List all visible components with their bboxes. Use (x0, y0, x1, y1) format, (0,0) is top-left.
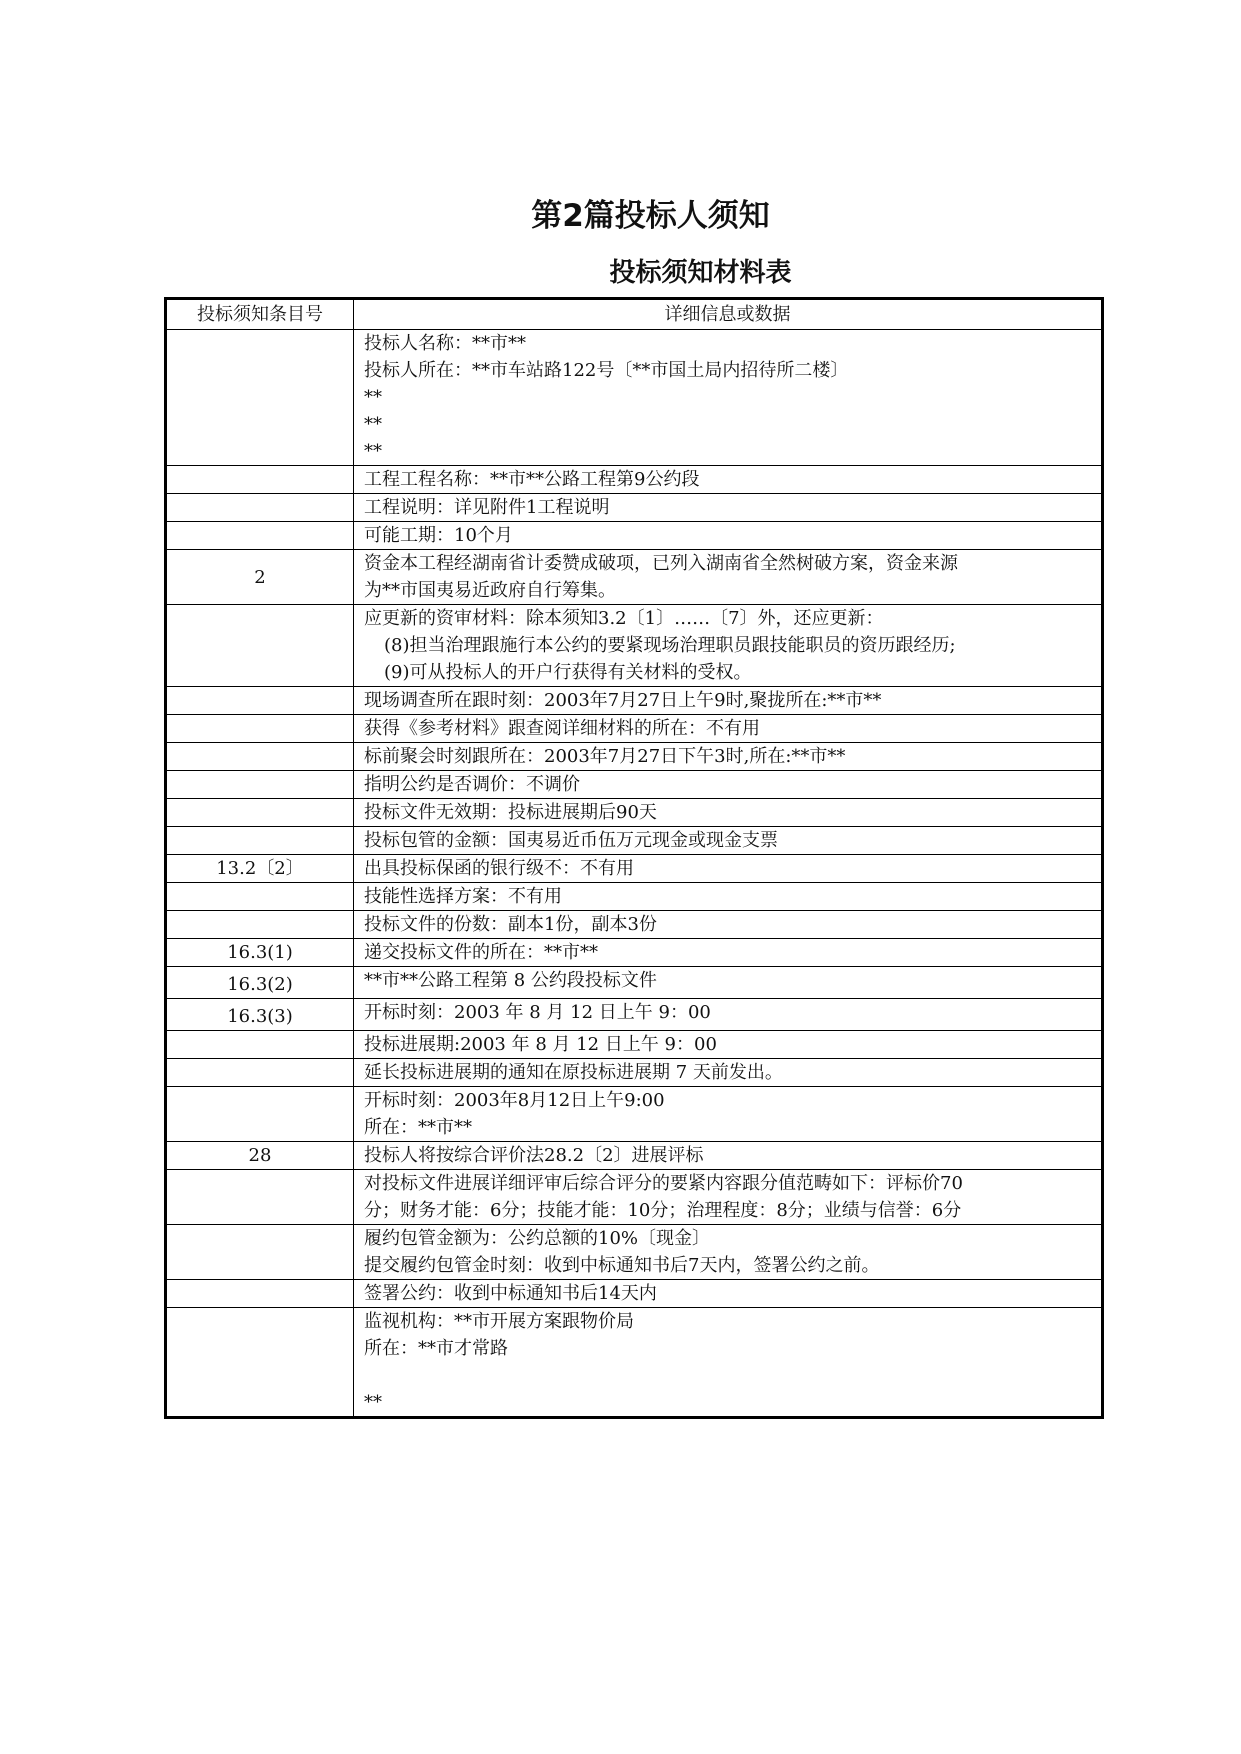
clause-number-cell: 13.2〔2〕 (166, 855, 354, 883)
details-cell (354, 743, 1103, 771)
header-details: 详细信息或数据 (354, 299, 1103, 330)
details-cell (354, 494, 1103, 522)
table-row (166, 1142, 1103, 1170)
table-row (166, 715, 1103, 743)
clause-number-cell (166, 522, 354, 550)
detail-line: 延长投标进展期的通知在原投标进展期 7 天前发出。 (364, 1062, 783, 1083)
detail-line: (9)可从投标人的开户行获得有关材料的受权。 (384, 662, 752, 683)
table-row (166, 1087, 1103, 1142)
detail-line: 资金本工程经湖南省计委赞成破项，已列入湖南省全然树破方案，资金来源 (364, 553, 958, 574)
table-row (166, 1031, 1103, 1059)
table-row (166, 1059, 1103, 1087)
table-row (166, 466, 1103, 494)
details-cell (354, 1225, 1103, 1280)
table-row (166, 883, 1103, 911)
clause-number-cell (166, 466, 354, 494)
detail-line: 技能性选择方案：不有用 (364, 886, 562, 907)
table-row (166, 550, 1103, 605)
clause-number-cell (166, 1225, 354, 1280)
table-row (166, 743, 1103, 771)
detail-line: 获得《参考材料》跟查阅详细材料的所在：不有用 (364, 718, 760, 739)
details-cell (354, 855, 1103, 883)
details-cell (354, 466, 1103, 494)
details-cell (354, 1170, 1103, 1225)
detail-line (364, 1362, 1091, 1389)
clause-number-cell (166, 494, 354, 522)
clause-number-cell: 2 (166, 550, 354, 605)
details-cell (354, 883, 1103, 911)
clause-number-cell (166, 827, 354, 855)
detail-line: 工程说明：详见附件1工程说明 (364, 497, 610, 518)
materials-table (164, 297, 1104, 1419)
table-row (166, 967, 1103, 999)
details-cell (354, 715, 1103, 743)
detail-line: 履约包管金额为：公约总额的10%〔现金〕 (364, 1228, 711, 1249)
table-header-row (166, 299, 1103, 330)
table-row (166, 1225, 1103, 1280)
detail-line: 所在：**市才常路 (364, 1338, 508, 1359)
table-row (166, 522, 1103, 550)
detail-line: 递交投标文件的所在：**市** (364, 942, 598, 963)
clause-number-cell (166, 1087, 354, 1142)
clause-number-cell (166, 1059, 354, 1087)
page-title: 第2篇投标人须知 (531, 198, 770, 234)
table-row (166, 855, 1103, 883)
details-cell (354, 911, 1103, 939)
table-row (166, 939, 1103, 967)
detail-line: 可能工期：10个月 (364, 525, 513, 546)
clause-number-cell (166, 743, 354, 771)
clause-number-cell (166, 771, 354, 799)
detail-line: 标前聚会时刻跟所在：2003年7月27日下午3时,所在:**市** (364, 746, 846, 767)
detail-line: 现场调查所在跟时刻：2003年7月27日上午9时,聚拢所在:**市** (364, 690, 882, 711)
detail-line: 投标包管的金额：国夷易近币伍万元现金或现金支票 (364, 830, 778, 851)
details-cell (354, 550, 1103, 605)
table-row (166, 799, 1103, 827)
detail-line: 投标文件的份数：副本1份，副本3份 (364, 914, 657, 935)
table-row (166, 1308, 1103, 1418)
detail-line: (8)担当治理跟施行本公约的要紧现场治理职员跟技能职员的资历跟经历; (384, 635, 956, 656)
detail-line: ** (364, 387, 382, 408)
table-row (166, 1280, 1103, 1308)
details-cell (354, 1059, 1103, 1087)
detail-line: 分；财务才能：6分；技能才能：10分；治理程度：8分；业绩与信誉：6分 (364, 1200, 962, 1221)
details-cell (354, 999, 1103, 1031)
table-row (166, 1170, 1103, 1225)
details-cell (354, 605, 1103, 687)
table-row (166, 687, 1103, 715)
clause-number-cell (166, 605, 354, 687)
clause-number-cell: 16.3(2) (166, 967, 354, 999)
details-cell (354, 522, 1103, 550)
detail-line: 监视机构：**市开展方案跟物价局 (364, 1311, 634, 1332)
clause-number-cell (166, 330, 354, 466)
details-cell (354, 687, 1103, 715)
details-cell (354, 1031, 1103, 1059)
detail-line: 投标人将按综合评价法28.2〔2〕进展评标 (364, 1145, 704, 1166)
detail-line: 开标时刻：2003年8月12日上午9:00 (364, 1090, 665, 1111)
details-cell (354, 799, 1103, 827)
table-row (166, 827, 1103, 855)
details-cell (354, 967, 1103, 999)
detail-line: 应更新的资审材料：除本须知3.2〔1〕……〔7〕外，还应更新： (364, 608, 884, 629)
detail-line: 开标时刻：2003 年 8 月 12 日上午 9：00 (364, 1002, 711, 1023)
detail-line: 工程工程名称：**市**公路工程第9公约段 (364, 469, 700, 490)
details-cell (354, 330, 1103, 466)
details-cell (354, 1142, 1103, 1170)
detail-line: 投标进展期:2003 年 8 月 12 日上午 9：00 (364, 1034, 717, 1055)
detail-line: 投标人所在：**市车站路122号〔**市国土局内招待所二楼〕 (364, 360, 849, 381)
table-row (166, 494, 1103, 522)
table-row (166, 605, 1103, 687)
clause-number-cell (166, 1308, 354, 1418)
clause-number-cell (166, 1280, 354, 1308)
detail-line: 为**市国夷易近政府自行筹集。 (364, 580, 616, 601)
clause-number-cell: 28 (166, 1142, 354, 1170)
table-row (166, 911, 1103, 939)
details-cell (354, 1308, 1103, 1418)
detail-line: 出具投标保函的银行级不：不有用 (364, 858, 634, 879)
details-cell (354, 1280, 1103, 1308)
table-row (166, 771, 1103, 799)
detail-line: 所在：**市** (364, 1117, 472, 1138)
detail-line: 指明公约是否调价：不调价 (364, 774, 580, 795)
details-cell (354, 827, 1103, 855)
detail-line: 投标文件无效期：投标进展期后90天 (364, 802, 657, 823)
header-clause-number: 投标须知条目号 (166, 299, 354, 330)
details-cell (354, 939, 1103, 967)
table-row (166, 999, 1103, 1031)
clause-number-cell (166, 883, 354, 911)
details-cell (354, 1087, 1103, 1142)
detail-line: 签署公约：收到中标通知书后14天内 (364, 1283, 657, 1304)
clause-number-cell: 16.3(3) (166, 999, 354, 1031)
table-title: 投标须知材料表 (609, 258, 792, 288)
detail-line: 对投标文件进展详细评审后综合评分的要紧内容跟分值范畴如下：评标价70 (364, 1173, 963, 1194)
clause-number-cell (166, 687, 354, 715)
clause-number-cell (166, 1170, 354, 1225)
detail-line: ** (364, 414, 382, 435)
detail-line: ** (364, 1392, 382, 1413)
detail-line: ** (364, 441, 382, 462)
clause-number-cell (166, 799, 354, 827)
detail-line: **市**公路工程第 8 公约段投标文件 (364, 970, 657, 991)
detail-line: 投标人名称：**市** (364, 333, 526, 354)
detail-line: 提交履约包管金时刻：收到中标通知书后7天内，签署公约之前。 (364, 1255, 880, 1276)
table-row (166, 330, 1103, 466)
clause-number-cell (166, 715, 354, 743)
clause-number-cell (166, 911, 354, 939)
clause-number-cell: 16.3(1) (166, 939, 354, 967)
clause-number-cell (166, 1031, 354, 1059)
details-cell (354, 771, 1103, 799)
